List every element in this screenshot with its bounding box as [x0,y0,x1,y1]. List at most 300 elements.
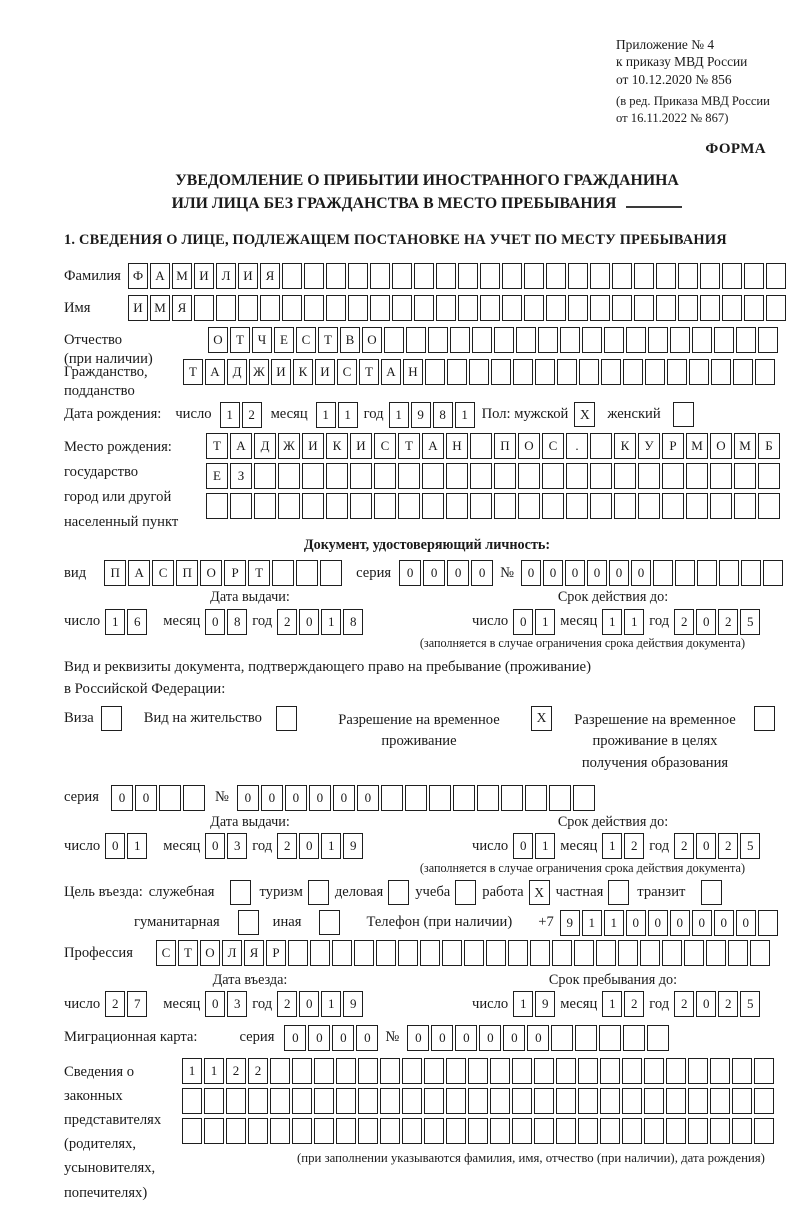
form-cell[interactable] [706,940,726,966]
form-cell[interactable] [551,1025,573,1051]
form-cell[interactable]: Т [248,560,270,586]
form-cell[interactable]: Т [206,433,228,459]
form-cell[interactable] [270,1058,290,1084]
form-cell[interactable] [402,1058,422,1084]
form-cell[interactable] [458,295,478,321]
form-cell[interactable]: Я [172,295,192,321]
form-cell[interactable] [566,493,588,519]
form-cell[interactable] [686,463,708,489]
form-cell[interactable] [446,463,468,489]
form-cell[interactable] [516,327,536,353]
form-cell[interactable]: 8 [227,609,247,635]
form-cell[interactable] [596,940,616,966]
form-cell[interactable] [744,295,764,321]
form-cell[interactable] [414,295,434,321]
temp-residence-checkbox[interactable]: X [531,706,552,731]
form-cell[interactable]: Ж [278,433,300,459]
form-cell[interactable]: 9 [535,991,555,1017]
form-cell[interactable] [502,295,522,321]
form-cell[interactable] [282,295,302,321]
form-cell[interactable]: 2 [277,609,297,635]
form-cell[interactable]: Т [183,359,203,385]
form-cell[interactable] [453,785,475,811]
form-cell[interactable] [666,1118,686,1144]
purpose-other-checkbox[interactable] [319,910,340,935]
form-cell[interactable] [442,940,462,966]
form-cell[interactable] [518,493,540,519]
form-cell[interactable]: 0 [513,609,533,635]
form-cell[interactable] [326,463,348,489]
form-cell[interactable] [758,910,778,936]
form-cell[interactable] [534,1058,554,1084]
form-cell[interactable] [206,493,228,519]
form-cell[interactable] [472,327,492,353]
form-cell[interactable]: И [271,359,291,385]
form-cell[interactable] [332,940,352,966]
form-cell[interactable] [336,1058,356,1084]
form-cell[interactable] [750,940,770,966]
form-cell[interactable] [678,295,698,321]
form-cell[interactable] [358,1118,378,1144]
visa-checkbox[interactable] [101,706,122,731]
form-cell[interactable] [436,295,456,321]
form-cell[interactable]: 0 [309,785,331,811]
form-cell[interactable] [714,327,734,353]
form-cell[interactable] [348,295,368,321]
form-cell[interactable] [579,359,599,385]
form-cell[interactable] [406,327,426,353]
form-cell[interactable] [414,263,434,289]
form-cell[interactable] [600,1058,620,1084]
form-cell[interactable] [490,1088,510,1114]
form-cell[interactable] [556,1058,576,1084]
form-cell[interactable]: 1 [204,1058,224,1084]
form-cell[interactable] [380,1118,400,1144]
purpose-humanitarian-checkbox[interactable] [238,910,259,935]
form-cell[interactable]: Я [260,263,280,289]
form-cell[interactable] [447,359,467,385]
form-cell[interactable]: 0 [513,833,533,859]
form-cell[interactable] [270,1118,290,1144]
form-cell[interactable] [626,327,646,353]
form-cell[interactable]: 0 [503,1025,525,1051]
form-cell[interactable] [183,785,205,811]
form-cell[interactable]: 1 [455,402,475,428]
form-cell[interactable] [429,785,451,811]
form-cell[interactable]: М [734,433,756,459]
form-cell[interactable] [525,785,547,811]
form-cell[interactable]: К [614,433,636,459]
form-cell[interactable]: 0 [205,609,225,635]
form-cell[interactable]: 0 [543,560,563,586]
form-cell[interactable]: И [350,433,372,459]
form-cell[interactable]: 1 [338,402,358,428]
form-cell[interactable]: 0 [284,1025,306,1051]
form-cell[interactable] [494,493,516,519]
form-cell[interactable] [405,785,427,811]
form-cell[interactable]: А [205,359,225,385]
form-cell[interactable] [446,1118,466,1144]
form-cell[interactable] [644,1088,664,1114]
form-cell[interactable] [732,1118,752,1144]
form-cell[interactable] [684,940,704,966]
form-cell[interactable]: А [422,433,444,459]
form-cell[interactable]: 0 [205,991,225,1017]
form-cell[interactable] [420,940,440,966]
form-cell[interactable] [296,560,318,586]
form-cell[interactable]: О [518,433,540,459]
form-cell[interactable]: В [340,327,360,353]
form-cell[interactable]: 2 [624,833,644,859]
form-cell[interactable]: 1 [535,609,555,635]
form-cell[interactable] [622,1088,642,1114]
form-cell[interactable] [573,785,595,811]
form-cell[interactable]: А [230,433,252,459]
form-cell[interactable] [601,359,621,385]
form-cell[interactable]: Р [266,940,286,966]
purpose-tourism-checkbox[interactable] [308,880,329,905]
form-cell[interactable] [644,1118,664,1144]
form-cell[interactable]: 2 [226,1058,246,1084]
form-cell[interactable] [480,295,500,321]
form-cell[interactable] [272,560,294,586]
form-cell[interactable] [159,785,181,811]
form-cell[interactable] [662,493,684,519]
form-cell[interactable] [490,1058,510,1084]
form-cell[interactable]: Д [254,433,276,459]
form-cell[interactable] [556,1118,576,1144]
purpose-business-checkbox[interactable] [388,880,409,905]
form-cell[interactable] [450,327,470,353]
form-cell[interactable]: 2 [248,1058,268,1084]
form-cell[interactable] [754,1058,774,1084]
form-cell[interactable]: 0 [527,1025,549,1051]
form-cell[interactable] [590,433,612,459]
form-cell[interactable] [670,327,690,353]
form-cell[interactable]: 2 [105,991,125,1017]
form-cell[interactable]: 8 [343,609,363,635]
form-cell[interactable] [763,560,783,586]
form-cell[interactable] [622,1058,642,1084]
form-cell[interactable] [733,359,753,385]
form-cell[interactable] [194,295,214,321]
form-cell[interactable] [549,785,571,811]
form-cell[interactable] [398,463,420,489]
form-cell[interactable] [656,263,676,289]
form-cell[interactable] [590,463,612,489]
form-cell[interactable]: 2 [242,402,262,428]
form-cell[interactable] [292,1088,312,1114]
form-cell[interactable]: 0 [479,1025,501,1051]
form-cell[interactable]: Я [244,940,264,966]
form-cell[interactable] [728,940,748,966]
form-cell[interactable] [552,940,572,966]
form-cell[interactable] [226,1088,246,1114]
form-cell[interactable] [557,359,577,385]
form-cell[interactable] [216,295,236,321]
form-cell[interactable]: 0 [609,560,629,586]
form-cell[interactable]: 0 [105,833,125,859]
form-cell[interactable]: Л [222,940,242,966]
form-cell[interactable] [766,263,786,289]
form-cell[interactable]: С [296,327,316,353]
form-cell[interactable]: 3 [227,991,247,1017]
form-cell[interactable]: 0 [299,991,319,1017]
form-cell[interactable]: 1 [127,833,147,859]
form-cell[interactable]: 1 [105,609,125,635]
form-cell[interactable]: 0 [521,560,541,586]
form-cell[interactable]: 0 [696,609,716,635]
form-cell[interactable]: 0 [332,1025,354,1051]
form-cell[interactable] [494,327,514,353]
form-cell[interactable] [653,560,673,586]
form-cell[interactable] [288,940,308,966]
form-cell[interactable]: Ф [128,263,148,289]
form-cell[interactable]: 0 [696,991,716,1017]
form-cell[interactable] [374,493,396,519]
form-cell[interactable]: О [200,940,220,966]
form-cell[interactable] [535,359,555,385]
form-cell[interactable]: Т [359,359,379,385]
form-cell[interactable] [614,463,636,489]
form-cell[interactable] [758,327,778,353]
form-cell[interactable]: К [326,433,348,459]
form-cell[interactable] [512,1118,532,1144]
form-cell[interactable]: 0 [455,1025,477,1051]
form-cell[interactable] [304,295,324,321]
form-cell[interactable]: 0 [714,910,734,936]
form-cell[interactable] [732,1058,752,1084]
form-cell[interactable]: 3 [227,833,247,859]
form-cell[interactable] [612,295,632,321]
form-cell[interactable] [314,1088,334,1114]
form-cell[interactable]: 7 [127,991,147,1017]
form-cell[interactable] [424,1088,444,1114]
form-cell[interactable] [574,940,594,966]
form-cell[interactable]: И [302,433,324,459]
form-cell[interactable] [710,1118,730,1144]
form-cell[interactable] [270,1088,290,1114]
form-cell[interactable]: 2 [674,991,694,1017]
form-cell[interactable]: К [293,359,313,385]
form-cell[interactable] [755,359,775,385]
form-cell[interactable]: 0 [356,1025,378,1051]
form-cell[interactable] [226,1118,246,1144]
form-cell[interactable]: Е [206,463,228,489]
form-cell[interactable]: М [150,295,170,321]
form-cell[interactable] [542,493,564,519]
form-cell[interactable] [578,1088,598,1114]
form-cell[interactable]: 0 [333,785,355,811]
form-cell[interactable]: 0 [736,910,756,936]
form-cell[interactable] [424,1058,444,1084]
form-cell[interactable]: 9 [560,910,580,936]
form-cell[interactable]: 0 [631,560,651,586]
form-cell[interactable] [392,295,412,321]
form-cell[interactable]: Л [216,263,236,289]
form-cell[interactable]: 0 [431,1025,453,1051]
form-cell[interactable]: П [176,560,198,586]
form-cell[interactable]: 1 [182,1058,202,1084]
form-cell[interactable]: 8 [433,402,453,428]
form-cell[interactable]: Р [662,433,684,459]
form-cell[interactable] [556,1088,576,1114]
form-cell[interactable] [578,1058,598,1084]
form-cell[interactable]: 0 [696,833,716,859]
form-cell[interactable] [204,1118,224,1144]
form-cell[interactable]: Ч [252,327,272,353]
form-cell[interactable] [446,1058,466,1084]
form-cell[interactable] [582,327,602,353]
form-cell[interactable]: 1 [316,402,336,428]
form-cell[interactable]: О [710,433,732,459]
form-cell[interactable] [534,1118,554,1144]
form-cell[interactable]: Т [230,327,250,353]
form-cell[interactable] [524,295,544,321]
form-cell[interactable]: 1 [602,833,622,859]
form-cell[interactable]: С [374,433,396,459]
form-cell[interactable]: 0 [587,560,607,586]
form-cell[interactable]: 0 [670,910,690,936]
form-cell[interactable] [560,327,580,353]
form-cell[interactable] [618,940,638,966]
form-cell[interactable] [645,359,665,385]
form-cell[interactable] [392,263,412,289]
form-cell[interactable] [494,463,516,489]
form-cell[interactable]: 2 [277,833,297,859]
form-cell[interactable] [380,1058,400,1084]
form-cell[interactable] [710,463,732,489]
form-cell[interactable]: И [238,263,258,289]
form-cell[interactable] [458,263,478,289]
form-cell[interactable]: 0 [135,785,157,811]
form-cell[interactable] [320,560,342,586]
form-cell[interactable] [248,1118,268,1144]
form-cell[interactable]: 9 [343,833,363,859]
form-cell[interactable] [370,263,390,289]
form-cell[interactable] [710,1088,730,1114]
form-cell[interactable]: 5 [740,609,760,635]
form-cell[interactable]: 0 [308,1025,330,1051]
form-cell[interactable] [623,1025,645,1051]
form-cell[interactable] [381,785,403,811]
form-cell[interactable]: М [172,263,192,289]
form-cell[interactable]: Ж [249,359,269,385]
form-cell[interactable]: П [104,560,126,586]
form-cell[interactable]: 0 [626,910,646,936]
form-cell[interactable] [464,940,484,966]
form-cell[interactable] [358,1058,378,1084]
form-cell[interactable]: 1 [535,833,555,859]
form-cell[interactable] [238,295,258,321]
form-cell[interactable]: 9 [411,402,431,428]
residence-permit-checkbox[interactable] [276,706,297,731]
form-cell[interactable]: С [542,433,564,459]
form-cell[interactable] [638,463,660,489]
form-cell[interactable] [384,327,404,353]
form-cell[interactable] [402,1118,422,1144]
purpose-transit-checkbox[interactable] [701,880,722,905]
form-cell[interactable] [542,463,564,489]
form-cell[interactable]: . [566,433,588,459]
form-cell[interactable]: О [208,327,228,353]
form-cell[interactable] [480,263,500,289]
form-cell[interactable] [578,1118,598,1144]
form-cell[interactable] [534,1088,554,1114]
form-cell[interactable]: 2 [718,609,738,635]
form-cell[interactable] [182,1118,202,1144]
form-cell[interactable] [469,359,489,385]
form-cell[interactable] [711,359,731,385]
form-cell[interactable] [566,463,588,489]
form-cell[interactable]: 0 [357,785,379,811]
form-cell[interactable] [425,359,445,385]
form-cell[interactable]: Б [758,433,780,459]
form-cell[interactable] [468,1058,488,1084]
form-cell[interactable] [599,1025,621,1051]
form-cell[interactable] [692,327,712,353]
form-cell[interactable] [278,463,300,489]
form-cell[interactable]: 0 [261,785,283,811]
form-cell[interactable] [612,263,632,289]
form-cell[interactable]: А [150,263,170,289]
form-cell[interactable] [254,493,276,519]
form-cell[interactable]: С [337,359,357,385]
form-cell[interactable] [600,1118,620,1144]
form-cell[interactable] [732,1088,752,1114]
form-cell[interactable] [428,327,448,353]
form-cell[interactable]: Н [403,359,423,385]
form-cell[interactable] [638,493,660,519]
form-cell[interactable] [326,493,348,519]
form-cell[interactable] [512,1088,532,1114]
form-cell[interactable]: 1 [624,609,644,635]
form-cell[interactable] [304,263,324,289]
form-cell[interactable]: 1 [220,402,240,428]
form-cell[interactable]: Н [446,433,468,459]
form-cell[interactable]: Д [227,359,247,385]
form-cell[interactable] [350,463,372,489]
form-cell[interactable]: 0 [648,910,668,936]
form-cell[interactable] [422,463,444,489]
form-cell[interactable] [644,1058,664,1084]
form-cell[interactable]: И [194,263,214,289]
form-cell[interactable] [700,263,720,289]
form-cell[interactable]: 5 [740,991,760,1017]
form-cell[interactable] [590,295,610,321]
form-cell[interactable]: И [315,359,335,385]
form-cell[interactable]: 0 [237,785,259,811]
form-cell[interactable] [470,463,492,489]
form-cell[interactable] [736,327,756,353]
form-cell[interactable] [662,940,682,966]
form-cell[interactable] [710,1058,730,1084]
form-cell[interactable]: 0 [399,560,421,586]
form-cell[interactable]: О [200,560,222,586]
form-cell[interactable]: 9 [343,991,363,1017]
form-cell[interactable] [741,560,761,586]
form-cell[interactable] [600,1088,620,1114]
form-cell[interactable]: 1 [321,991,341,1017]
form-cell[interactable]: П [494,433,516,459]
form-cell[interactable] [282,263,302,289]
form-cell[interactable] [260,295,280,321]
form-cell[interactable]: 1 [602,991,622,1017]
form-cell[interactable] [648,327,668,353]
form-cell[interactable] [766,295,786,321]
form-cell[interactable] [230,493,252,519]
form-cell[interactable] [590,263,610,289]
